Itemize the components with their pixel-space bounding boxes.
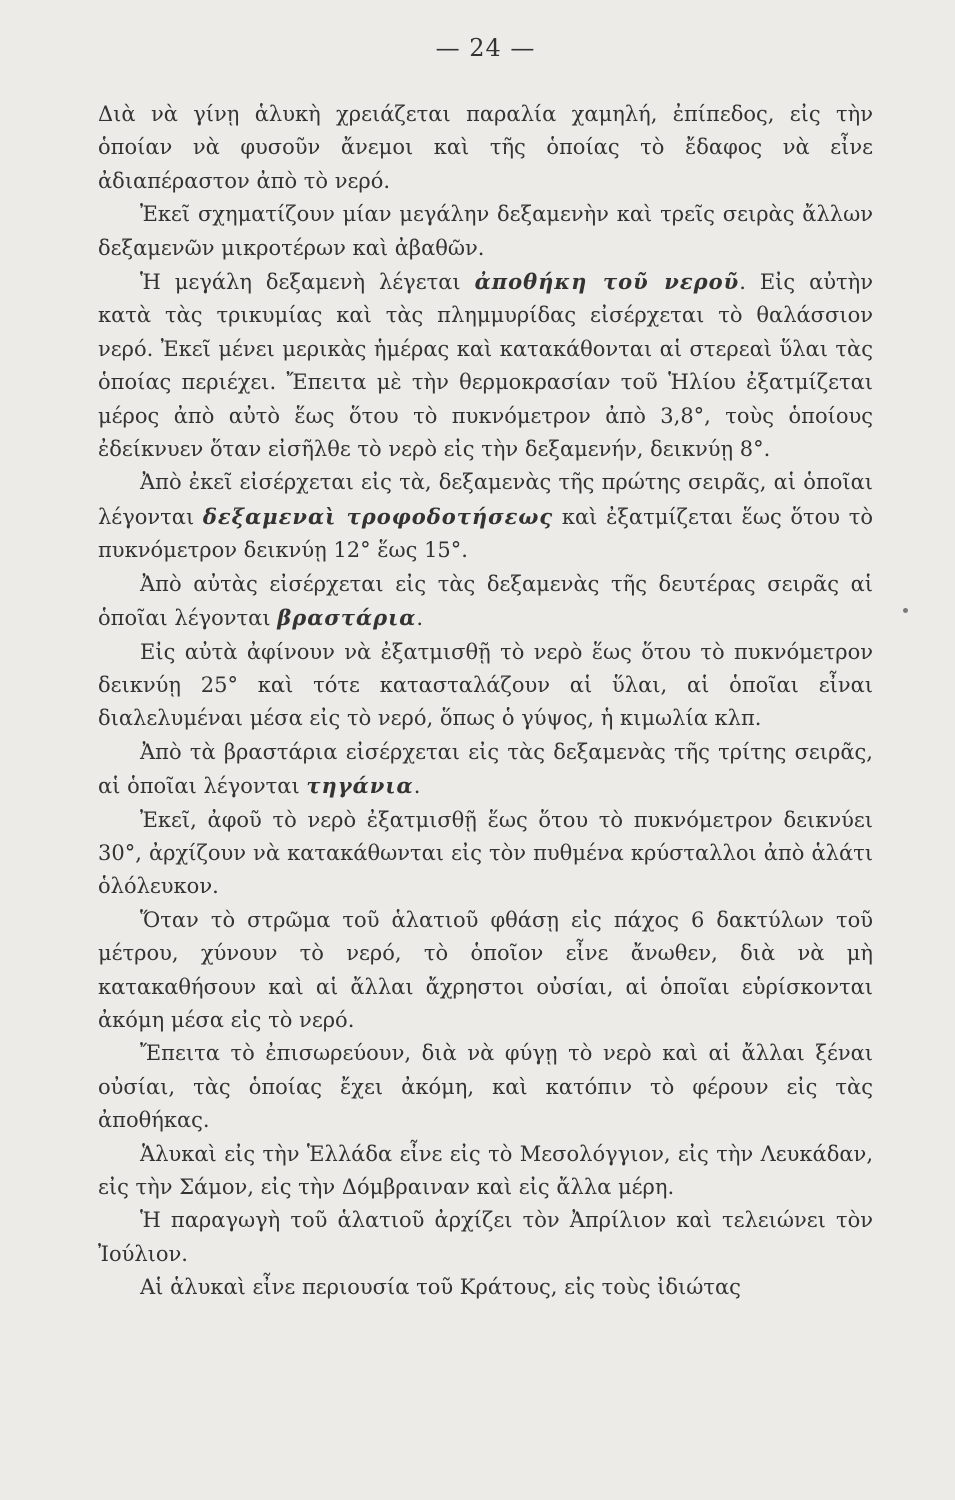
paragraph-text: Ἁλυκαὶ εἰς τὴν Ἑλλάδα εἶνε εἰς τὸ Μεσολόγγιον, εἰς τὴν Λευκάδαν, εἰς τὴν Σάμον, εἰς τὴν Δόμβραιναν καὶ εἰς ἄλλα μέρη. (98, 1141, 873, 1199)
paragraph-text: Ἀπὸ τὰ βραστάρια εἰσέρχεται εἰς τὰς δεξαμενὰς τῆς τρίτης σειρᾶς, αἱ ὁποῖαι λέγονται (98, 739, 873, 799)
paragraph-text: Ἔπειτα τὸ ἐπισωρεύουν, διὰ νὰ φύγῃ τὸ νερὸ καὶ αἱ ἄλλαι ξέναι οὐσίαι, τὰς ὁποίας ἔχει ἀκόμη, καὶ κατόπιν τὸ φέρουν εἰς τὰς ἀποθήκας. (98, 1041, 873, 1133)
paragraph-text: . Εἰς αὐτὴν κατὰ τὰς τρικυμίας καὶ τὰς πλημμυρίδας εἰσέρχεται τὸ θαλάσσιον νερό. Ἐκεῖ μένει μερικὰς ἡμέρας καὶ κατακάθονται αἱ στερεαὶ ὕλαι τὰς ὁποίας περιέχει. Ἔπειτα μὲ τὴν θερμοκρασίαν τοῦ Ἡλίου ἐξατμίζεται μέρος ἀπὸ αὐτὸ ἕως ὅτου τὸ πυκνόμετρον ἀπὸ 3,8°, τοὺς ὁποίους ἐδείκνυεν ὅταν εἰσῆλθε τὸ νερὸ εἰς τὴν δεξαμενήν, δεικνύῃ 8°. (98, 270, 874, 462)
paragraph (98, 1037, 873, 1137)
paragraph (98, 265, 873, 466)
page-number: — 24 — (435, 34, 536, 62)
paragraph-text: Ὅταν τὸ στρῶμα τοῦ ἁλατιοῦ φθάσῃ εἰς πάχος 6 δακτύλων τοῦ μέτρου, χύνουν τὸ νερό, τὸ ὁποῖον εἶνε ἄνωθεν, διὰ νὰ μὴ κατακαθήσουν καὶ αἱ ἄλλαι ἄχρηστοι οὐσίαι, αἱ ὁποῖαι εὑρίσκονται ἀκόμη μέσα εἰς τὸ νερό. (98, 907, 873, 1032)
paragraph-text: Ἀπὸ αὐτὰς εἰσέρχεται εἰς τὰς δεξαμενὰς τῆς δευτέρας σειρᾶς αἱ ὁποῖαι λέγονται (98, 571, 873, 631)
paragraph-text: Διὰ νὰ γίνῃ ἁλυκὴ χρειάζεται παραλία χαμηλή, ἐπίπεδος, εἰς τὴν ὁποίαν νὰ φυσοῦν ἄνεμοι καὶ τῆς ὁποίας τὸ ἔδαφος νὰ εἶνε ἀδιαπέραστον ἀπὸ τὸ νερό. (98, 102, 873, 193)
paragraph-text: Ἡ μεγάλη δεξαμενὴ λέγεται (140, 270, 475, 295)
paragraph (98, 1204, 873, 1271)
paragraph (98, 1138, 873, 1205)
paragraph-text: Εἰς αὐτὰ ἀφίνουν νὰ ἐξατμισθῇ τὸ νερὸ ἕως ὅτου τὸ πυκνόμετρον δεικνύῃ 25° καὶ τότε κατασταλάζουν αἱ ὕλαι, αἱ ὁποῖαι εἶναι διαλελυμέναι μέσα εἰς τὸ νερό, ὅπως ὁ γύψος, ἡ κιμωλία κλπ. (98, 639, 873, 731)
paragraph (98, 736, 873, 804)
paragraph-text: Αἱ ἁλυκαὶ εἶνε περιουσία τοῦ Κράτους, εἰς τοὺς ἰδιώτας (140, 1275, 741, 1300)
emphasized-term: δεξαμεναὶ τροφοδοτήσεως (202, 503, 554, 529)
body-text (98, 98, 873, 1305)
paragraph-text: Ἐκεῖ, ἀφοῦ τὸ νερὸ ἐξατμισθῇ ἕως ὅτου τὸ πυκνόμετρον δεικνύει 30°, ἀρχίζουν νὰ κατακάθωνται εἰς τὸν πυθμένα κρύσταλλοι ἀπὸ ἁλάτι ὁλόλευκον. (98, 807, 873, 899)
emphasized-term: βραστάρια (277, 605, 417, 631)
paragraph (98, 198, 873, 265)
paragraph (98, 636, 873, 736)
paragraph-text: . (416, 606, 424, 631)
emphasized-term: ἀποθήκη τοῦ νεροῦ (474, 269, 740, 295)
emphasized-term: τηγάνια (306, 773, 414, 799)
paragraph (98, 804, 873, 904)
paragraph (98, 466, 873, 567)
paragraph-text: Ἐκεῖ σχηματίζουν μίαν μεγάλην δεξαμενὴν καὶ τρεῖς σειρὰς ἄλλων δεξαμενῶν μικροτέρων καὶ ἀβαθῶν. (98, 202, 873, 260)
paragraph-text: Ἀπὸ ἐκεῖ εἰσέρχεται εἰς τὰ, δεξαμενὰς τῆς πρώτης σειρᾶς, αἱ ὁποῖαι λέγονται (98, 470, 873, 529)
print-speck (903, 608, 908, 613)
paragraph (98, 904, 873, 1038)
paragraph (98, 1271, 873, 1304)
paragraph-text: . (413, 774, 421, 799)
paragraph-text: Ἡ παραγωγὴ τοῦ ἁλατιοῦ ἀρχίζει τὸν Ἀπρίλιον καὶ τελειώνει τὸν Ἰούλιον. (98, 1208, 873, 1266)
paragraph (98, 568, 873, 636)
paragraph (98, 98, 873, 198)
paragraph-text: καὶ ἐξατμίζεται ἕως ὅτου τὸ πυκνόμετρον δεικνύῃ 12° ἕως 15°. (98, 504, 874, 563)
